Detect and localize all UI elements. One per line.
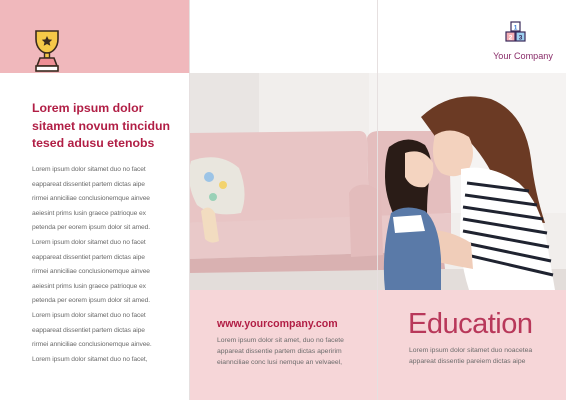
right-line: appareat dissentie pareiem dictas aipe: [409, 358, 526, 365]
fold-line: [377, 0, 378, 400]
website-link[interactable]: www.yourcompany.com: [217, 318, 338, 330]
body-paragraph: [32, 236, 172, 309]
body-line: petenda per eorem ipsum dolor sit amed.: [32, 224, 151, 232]
body-line: eappareat dissentiet partem dictas aipe: [32, 180, 145, 188]
body-line: rirmei anniciliae conclusionemque ainvee: [32, 268, 150, 276]
body-line: petenda per eorem ipsum dolor sit amed.: [32, 297, 151, 305]
fold-line: [189, 0, 190, 400]
logo-block-3: 3: [518, 34, 523, 42]
body-line: Lorem ipsum dolor sitamet duo no facet: [32, 312, 146, 319]
company-logo: [482, 21, 562, 65]
body-paragraph: [32, 309, 172, 367]
body-paragraph: [32, 163, 172, 236]
education-title: Education: [408, 308, 533, 340]
trophy-icon: [32, 26, 62, 74]
middle-paragraph: [217, 335, 344, 368]
body-line: Lorem ipsum dolor sitamet duo no facet: [32, 239, 146, 246]
body-line: Lorem ipsum dolor sitamet duo no facet,: [32, 355, 148, 363]
middle-line: appareat dissentie partem dictas aperirim: [217, 348, 342, 355]
company-name: Your Company: [493, 51, 553, 61]
left-panel: [0, 0, 189, 400]
headline-line: sitamet novum tincidun: [32, 118, 171, 133]
body-line: rirmei anniciliae conclusionemque ainvee: [32, 195, 150, 203]
body-line: aeiesint prims lusin graece patrioque ex: [32, 209, 146, 217]
body-line: Lorem ipsum dolor sitamet duo no facet: [32, 166, 146, 173]
left-header-band: [0, 0, 189, 73]
left-headline: [32, 100, 182, 153]
logo-block-2: 2: [508, 34, 513, 42]
headline-line: tesed adusu etenobs: [32, 136, 155, 150]
middle-line: eiannciliae conc lusi nemque an velvaeel,: [217, 359, 343, 366]
right-paragraph: [409, 345, 532, 367]
right-line: Lorem ipsum dolor sitamet duo noacetea: [409, 347, 533, 354]
middle-line: Lorem ipsum dolor sit amet, duo no facete: [217, 337, 344, 344]
body-line: eappareat dissentiet partem dictas aipe: [32, 326, 145, 334]
headline-line: Lorem ipsum dolor: [32, 101, 144, 115]
body-line: eappareat dissentiet partem dictas aipe: [32, 253, 145, 261]
number-blocks-logo: [502, 21, 542, 49]
body-line: rirmei anniciliae conclusionemque ainvee.: [32, 341, 152, 349]
middle-top-area: [189, 0, 377, 73]
logo-block-1: 1: [513, 24, 518, 32]
body-line: aeiesint prims lusin graece patrioque ex: [32, 282, 146, 290]
